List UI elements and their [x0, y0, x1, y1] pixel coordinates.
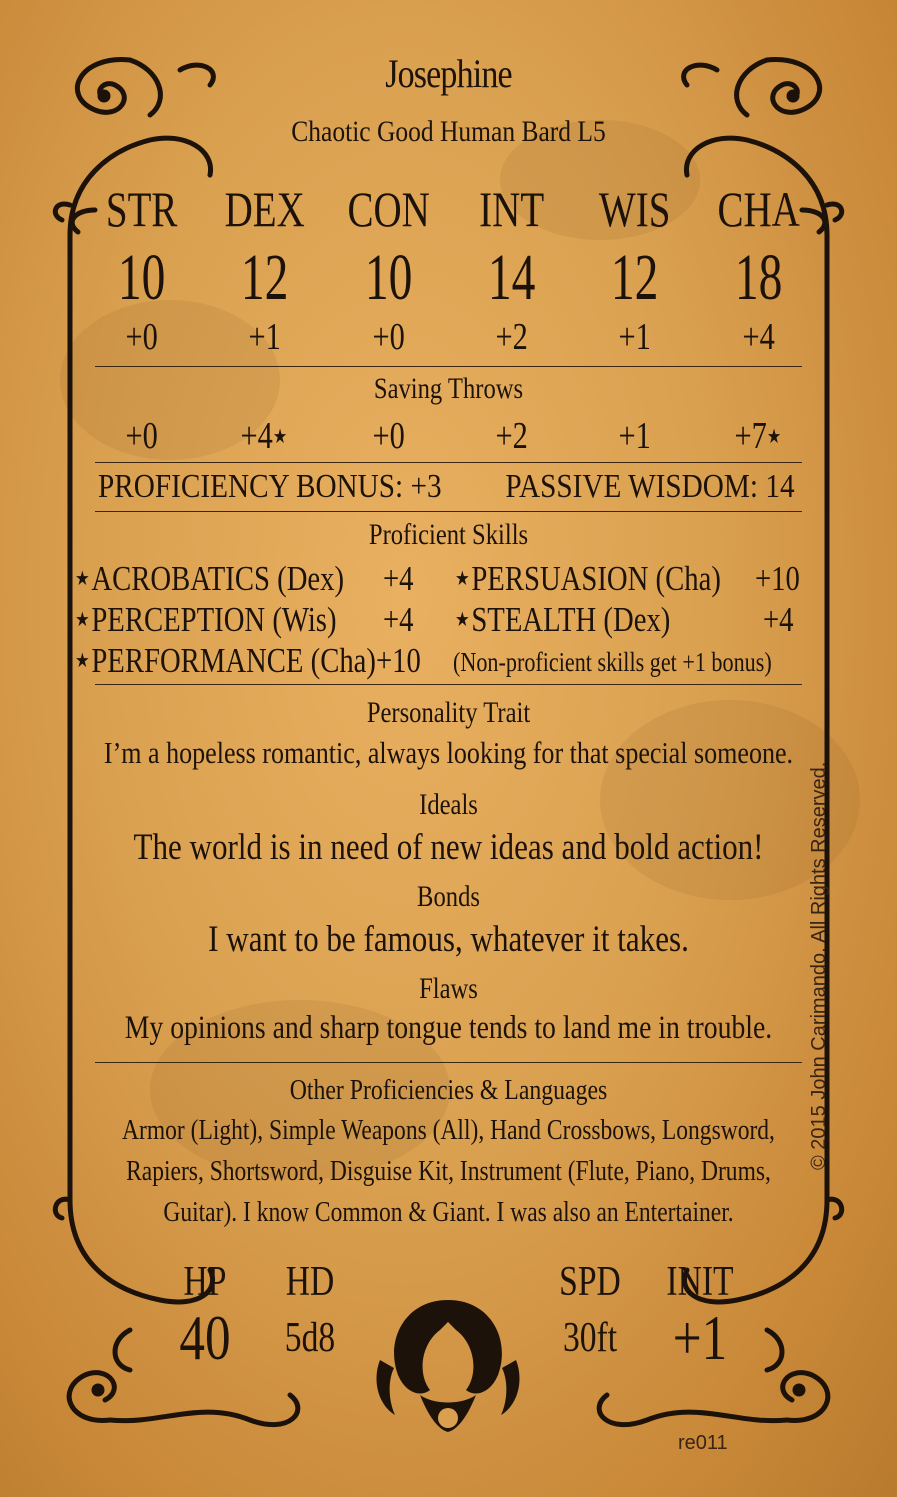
- divider: [95, 366, 802, 367]
- proficient-star-icon: ★: [75, 609, 90, 631]
- card-code: re011: [678, 1432, 728, 1454]
- ability-modifiers: [80, 315, 820, 359]
- ability-mod-cha: +4: [742, 316, 775, 358]
- personality-text: I’m a hopeless romantic, always looking for that special someone.: [103, 735, 794, 770]
- divider: [95, 511, 802, 512]
- init-value: +1: [672, 1302, 728, 1373]
- ability-score-str: 10: [117, 241, 166, 314]
- skill-acrobatics: ★ACROBATICS (Dex): [75, 559, 345, 598]
- skill-perception: ★PERCEPTION (Wis): [75, 600, 337, 639]
- proficient-star-icon: ★: [455, 568, 470, 590]
- save-str: +0: [125, 415, 158, 457]
- saving-throws-heading: Saving Throws: [373, 372, 524, 405]
- hp-stat: [169, 1258, 241, 1373]
- spd-value: 30ft: [562, 1315, 618, 1361]
- divider: [95, 684, 802, 685]
- ideals-heading: Ideals: [419, 788, 478, 821]
- ideals-text: The world is in need of new ideas and bold action!: [133, 827, 764, 868]
- skills-note: (Non-proficient skills get +1 bonus): [453, 647, 772, 677]
- other-line-2: Rapiers, Shortsword, Disguise Kit, Instrument (Flute, Piano, Drums,: [126, 1156, 771, 1187]
- proficiency-line: [98, 468, 795, 506]
- ability-mod-wis: +1: [618, 316, 652, 358]
- init-stat: [660, 1258, 740, 1373]
- ability-score-con: 10: [364, 241, 413, 314]
- bonds-heading: Bonds: [417, 880, 480, 913]
- ability-abbr-con: CON: [347, 181, 430, 237]
- hp-value: 40: [179, 1302, 231, 1373]
- ability-scores: [80, 240, 820, 316]
- ability-score-cha: 18: [734, 241, 783, 314]
- bonds-text: I want to be famous, whatever it takes.: [208, 919, 689, 960]
- save-cha: +7★: [734, 415, 781, 457]
- skill-stealth: ★STEALTH (Dex): [455, 600, 671, 639]
- character-subtitle: Chaotic Good Human Bard L5: [291, 115, 606, 148]
- ability-mod-str: +0: [125, 316, 158, 358]
- flaws-heading: Flaws: [419, 972, 478, 1005]
- save-dex: +4★: [240, 415, 288, 457]
- proficient-star-icon: ★: [273, 426, 288, 448]
- hd-stat: [274, 1258, 346, 1370]
- ability-score-dex: 12: [241, 241, 289, 314]
- other-heading: Other Proficiencies & Languages: [289, 1074, 608, 1106]
- skill-stealth-bonus: +4: [763, 600, 794, 639]
- ability-abbr-dex: DEX: [224, 181, 306, 237]
- proficient-star-icon: ★: [766, 426, 781, 448]
- proficient-star-icon: ★: [455, 609, 470, 631]
- passive-wisdom: PASSIVE WISDOM: 14: [505, 468, 795, 505]
- hp-label: HP: [183, 1259, 227, 1305]
- proficient-star-icon: ★: [75, 568, 90, 590]
- skill-persuasion-bonus: +10: [755, 559, 800, 598]
- hd-value: 5d8: [284, 1315, 336, 1361]
- ability-abbr-cha: CHA: [717, 181, 800, 237]
- character-name: Josephine: [385, 51, 512, 96]
- spd-label: SPD: [559, 1259, 621, 1305]
- ability-mod-dex: +1: [248, 316, 282, 358]
- saving-throws: [80, 414, 820, 458]
- skill-persuasion: ★PERSUASION (Cha): [455, 559, 721, 598]
- spd-stat: [550, 1258, 630, 1370]
- skills-heading: Proficient Skills: [368, 518, 529, 551]
- ability-abbreviations: [80, 180, 820, 238]
- personality-heading: Personality Trait: [366, 696, 531, 729]
- save-con: +0: [372, 415, 405, 457]
- divider: [95, 462, 802, 463]
- init-label: INIT: [666, 1259, 734, 1305]
- skill-perception-bonus: +4: [383, 600, 414, 639]
- ability-mod-int: +2: [495, 316, 528, 358]
- skill-performance: ★PERFORMANCE (Cha)+10: [75, 641, 421, 680]
- other-line-3: Guitar). I know Common & Giant. I was also an Entertainer.: [163, 1197, 734, 1228]
- proficiency-bonus: PROFICIENCY BONUS: +3: [98, 468, 442, 505]
- divider: [95, 1062, 802, 1063]
- save-wis: +1: [618, 415, 652, 457]
- proficient-star-icon: ★: [75, 650, 90, 672]
- skill-acrobatics-bonus: +4: [383, 559, 414, 598]
- save-int: +2: [495, 415, 528, 457]
- ability-mod-con: +0: [372, 316, 405, 358]
- ability-abbr-str: STR: [105, 181, 178, 237]
- flaws-text: My opinions and sharp tongue tends to land me in trouble.: [124, 1010, 773, 1046]
- other-line-1: Armor (Light), Simple Weapons (All), Hand Crossbows, Longsword,: [122, 1115, 775, 1146]
- ability-score-int: 14: [487, 241, 536, 314]
- ability-abbr-wis: WIS: [599, 181, 671, 237]
- hd-label: HD: [285, 1259, 335, 1305]
- ability-score-wis: 12: [611, 241, 659, 314]
- copyright-text: © 2015 John Carimando. All Rights Reserved.: [808, 761, 830, 1170]
- ability-abbr-int: INT: [479, 181, 545, 237]
